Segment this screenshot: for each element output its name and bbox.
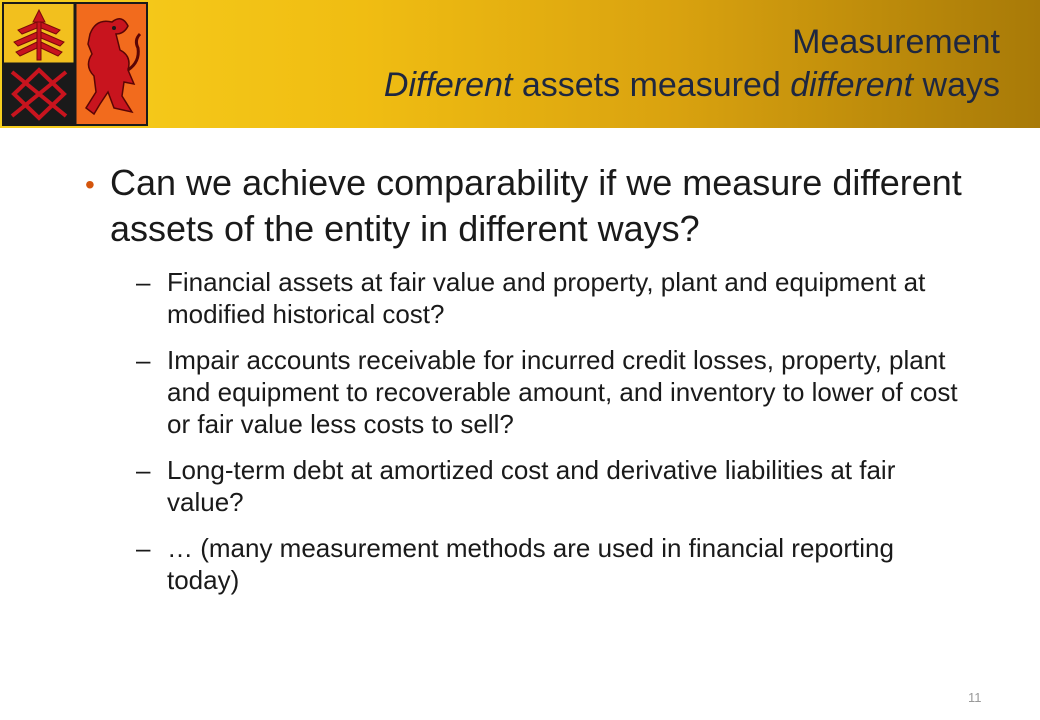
university-crest-logo bbox=[2, 2, 148, 126]
sub-bullet-text: Financial assets at fair value and property, plant and equipment at modified historical cost? bbox=[167, 267, 926, 329]
title-emphasis-1: Different bbox=[383, 66, 513, 104]
page-number: 11 bbox=[968, 690, 982, 705]
sub-bullet bbox=[136, 454, 967, 518]
slide-title bbox=[384, 20, 1000, 106]
sub-bullet-text: … (many measurement methods are used in financial reporting today) bbox=[167, 533, 894, 595]
sub-bullet-list bbox=[136, 266, 967, 596]
sub-bullet bbox=[136, 266, 967, 330]
slide-header bbox=[0, 0, 1040, 128]
slide-body bbox=[85, 160, 1010, 610]
slide-title-line-2 bbox=[384, 64, 1000, 106]
title-text-2: ways bbox=[913, 66, 1000, 104]
slide-title-line-1: Measurement bbox=[792, 23, 1000, 61]
dash-icon: – bbox=[136, 533, 151, 563]
dash-icon: – bbox=[136, 345, 151, 375]
bullet-dot-icon: • bbox=[85, 169, 95, 200]
title-emphasis-2: different bbox=[790, 66, 914, 104]
title-text-1: assets measured bbox=[512, 66, 791, 104]
sub-bullet-text: Impair accounts receivable for incurred credit losses, property, plant and equipment to recoverable amount, and inventory to lower of cost or fair value less costs to sell? bbox=[167, 345, 958, 439]
dash-icon: – bbox=[136, 267, 151, 297]
sub-bullet-text: Long-term debt at amortized cost and derivative liabilities at fair value? bbox=[167, 455, 896, 517]
sub-bullet bbox=[136, 532, 967, 596]
main-bullet-text: Can we achieve comparability if we measure different assets of the entity in different ways? bbox=[110, 162, 962, 249]
dash-icon: – bbox=[136, 455, 151, 485]
main-bullet bbox=[85, 160, 1010, 252]
sub-bullet bbox=[136, 344, 967, 440]
